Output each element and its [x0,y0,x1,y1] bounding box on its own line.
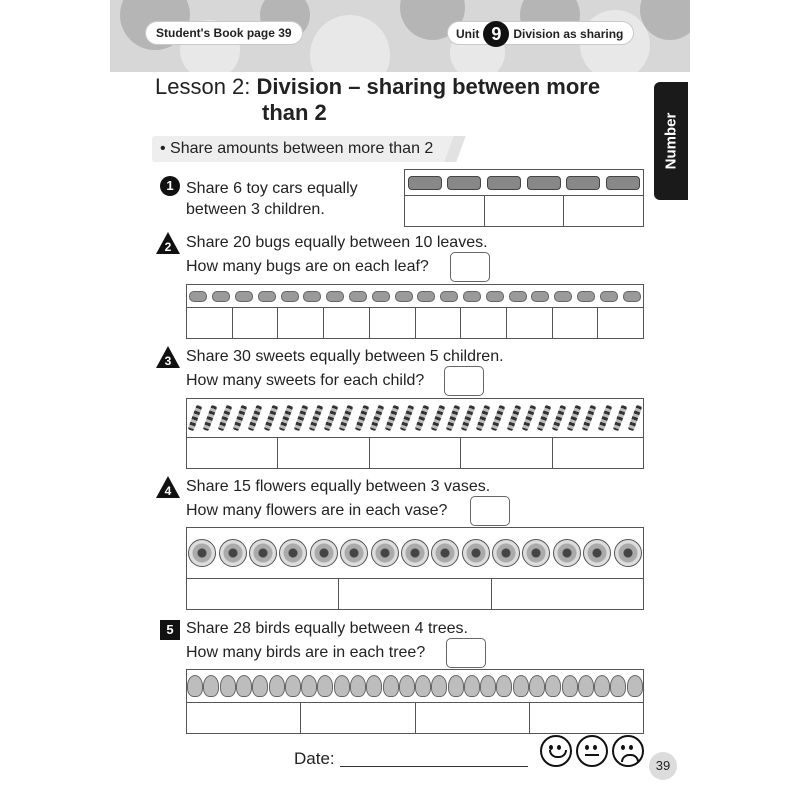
book-page-reference: Student's Book page 39 [146,22,302,44]
sweets-children-grid[interactable] [186,437,644,469]
question-1-badge: 1 [160,176,180,196]
bug-icon [577,291,595,302]
bird-icon [220,675,236,697]
bird-icon [578,675,594,697]
share-cell[interactable] [597,308,643,338]
bug-icon [303,291,321,302]
share-cell[interactable] [323,308,369,338]
question-5-badge: 5 [160,620,180,640]
sweet-icon [233,405,248,431]
date-label: Date: [294,749,335,768]
sweet-icon [552,405,567,431]
bird-icon [334,675,350,697]
lesson-heading: Division – sharing between more than 2 [256,74,601,125]
section-tab [654,82,688,200]
unit-label: Unit [456,27,480,42]
sweet-icon [446,405,461,431]
sweet-icon [491,405,506,431]
share-cell[interactable] [277,438,368,468]
flower-icon [340,539,368,567]
bug-icon [349,291,367,302]
sweet-icon [430,405,445,431]
flower-icon [401,539,429,567]
car-icon [566,176,600,190]
trees-grid[interactable] [186,702,644,734]
neutral-face-icon[interactable] [576,735,608,767]
share-cell[interactable] [187,438,277,468]
car-icon [606,176,640,190]
share-cell[interactable] [563,196,643,226]
bird-icon [513,675,529,697]
flower-icon [249,539,277,567]
bug-icon [463,291,481,302]
bug-icon [600,291,618,302]
bird-icon [252,675,268,697]
sweet-icon [461,405,476,431]
share-cell[interactable] [187,703,300,733]
sweet-icon [521,405,536,431]
sweet-icon [354,405,369,431]
share-cell[interactable] [415,703,529,733]
sweet-icon [294,405,309,431]
share-cell[interactable] [491,579,643,609]
flower-icon [431,539,459,567]
flower-icon [188,539,216,567]
flower-icon [522,539,550,567]
sweet-icon [537,405,552,431]
share-cell[interactable] [460,308,506,338]
bird-icon [350,675,366,697]
sweet-icon [278,405,293,431]
question-3-text: Share 30 sweets equally between 5 children. How many sweets for each child? [186,348,504,389]
share-cell[interactable] [405,196,484,226]
question-2-badge: 2 [156,232,180,254]
bird-icon [269,675,285,697]
flowers-strip [186,527,644,579]
bird-icon [415,675,431,697]
bug-icon [212,291,230,302]
answer-box-3[interactable] [444,366,484,396]
bird-icon [187,675,203,697]
bird-icon [399,675,415,697]
bird-icon [562,675,578,697]
sweet-icon [263,405,278,431]
bird-icon [545,675,561,697]
sweet-icon [385,405,400,431]
share-cell[interactable] [552,308,598,338]
sweets-strip [186,398,644,438]
bird-icon [610,675,626,697]
bug-icon [440,291,458,302]
bug-icon [486,291,504,302]
bird-icon [317,675,333,697]
lesson-prefix: Lesson 2: [155,74,257,99]
bugs-strip [186,284,644,308]
question-4-badge: 4 [156,476,180,498]
bug-icon [395,291,413,302]
question-2-text: Share 20 bugs equally between 10 leaves. How many bugs are on each leaf? [186,234,488,275]
sweet-icon [415,405,430,431]
share-cell[interactable] [277,308,323,338]
sweet-icon [400,405,415,431]
unit-title: Division as sharing [513,27,624,42]
sweet-icon [218,405,233,431]
sweet-icon [506,405,521,431]
leaves-grid[interactable] [186,307,644,339]
answer-box-5[interactable] [446,638,486,668]
sweet-icon [187,405,202,431]
bird-icon [236,675,252,697]
share-cell[interactable] [369,308,415,338]
bird-icon [480,675,496,697]
lesson-title [155,74,600,126]
children-grid[interactable] [404,195,644,227]
share-cell[interactable] [232,308,278,338]
sad-face-icon[interactable] [612,735,644,767]
flower-icon [553,539,581,567]
car-icon [408,176,442,190]
bird-icon [529,675,545,697]
bird-icon [203,675,219,697]
bird-icon [366,675,382,697]
happy-face-icon[interactable] [540,735,572,767]
share-cell[interactable] [338,579,490,609]
bird-icon [448,675,464,697]
share-cell[interactable] [187,579,338,609]
bug-icon [189,291,207,302]
bug-icon [417,291,435,302]
sweet-icon [582,405,597,431]
page-number: 39 [649,752,677,780]
learning-objective: • Share amounts between more than 2 [152,136,455,162]
sweet-icon [339,405,354,431]
question-3-badge: 3 [156,346,180,368]
bug-icon [509,291,527,302]
vases-grid[interactable] [186,578,644,610]
unit-badge [448,22,633,44]
bug-icon [281,291,299,302]
bird-icon [594,675,610,697]
answer-box-4[interactable] [470,496,510,526]
sweet-icon [628,405,643,431]
share-cell[interactable] [369,438,460,468]
share-cell[interactable] [460,438,551,468]
section-tab-label: Number [662,112,680,170]
bird-icon [464,675,480,697]
question-4-text: Share 15 flowers equally between 3 vases. How many flowers are in each vase? [186,478,491,519]
flower-icon [492,539,520,567]
bug-icon [372,291,390,302]
bug-icon [258,291,276,302]
sweet-icon [309,405,324,431]
flower-icon [614,539,642,567]
flower-icon [219,539,247,567]
bird-icon [285,675,301,697]
bug-icon [623,291,641,302]
question-1-text: Share 6 toy cars equally between 3 children. [186,180,358,218]
answer-box-2[interactable] [450,252,490,282]
flower-icon [583,539,611,567]
flower-icon [462,539,490,567]
toy-cars-strip [404,169,644,196]
car-icon [527,176,561,190]
bird-icon [301,675,317,697]
flower-icon [310,539,338,567]
bird-icon [431,675,447,697]
date-field[interactable] [340,766,528,767]
sweet-icon [203,405,218,431]
flower-icon [279,539,307,567]
sweet-icon [324,405,339,431]
birds-strip [186,669,644,703]
share-cell[interactable] [300,703,414,733]
share-cell[interactable] [506,308,552,338]
share-cell[interactable] [529,703,643,733]
sweet-icon [248,405,263,431]
share-cell[interactable] [484,196,564,226]
share-cell[interactable] [552,438,643,468]
flower-icon [371,539,399,567]
bird-icon [496,675,512,697]
bird-icon [383,675,399,697]
unit-number: 9 [483,21,509,47]
car-icon [447,176,481,190]
bug-icon [235,291,253,302]
share-cell[interactable] [415,308,461,338]
bug-icon [554,291,572,302]
sweet-icon [370,405,385,431]
sweet-icon [567,405,582,431]
sweet-icon [476,405,491,431]
bug-icon [326,291,344,302]
bug-icon [531,291,549,302]
sweet-icon [597,405,612,431]
question-5-text: Share 28 birds equally between 4 trees. How many birds are in each tree? [186,620,468,661]
share-cell[interactable] [187,308,232,338]
sweet-icon [613,405,628,431]
bird-icon [627,675,643,697]
car-icon [487,176,521,190]
